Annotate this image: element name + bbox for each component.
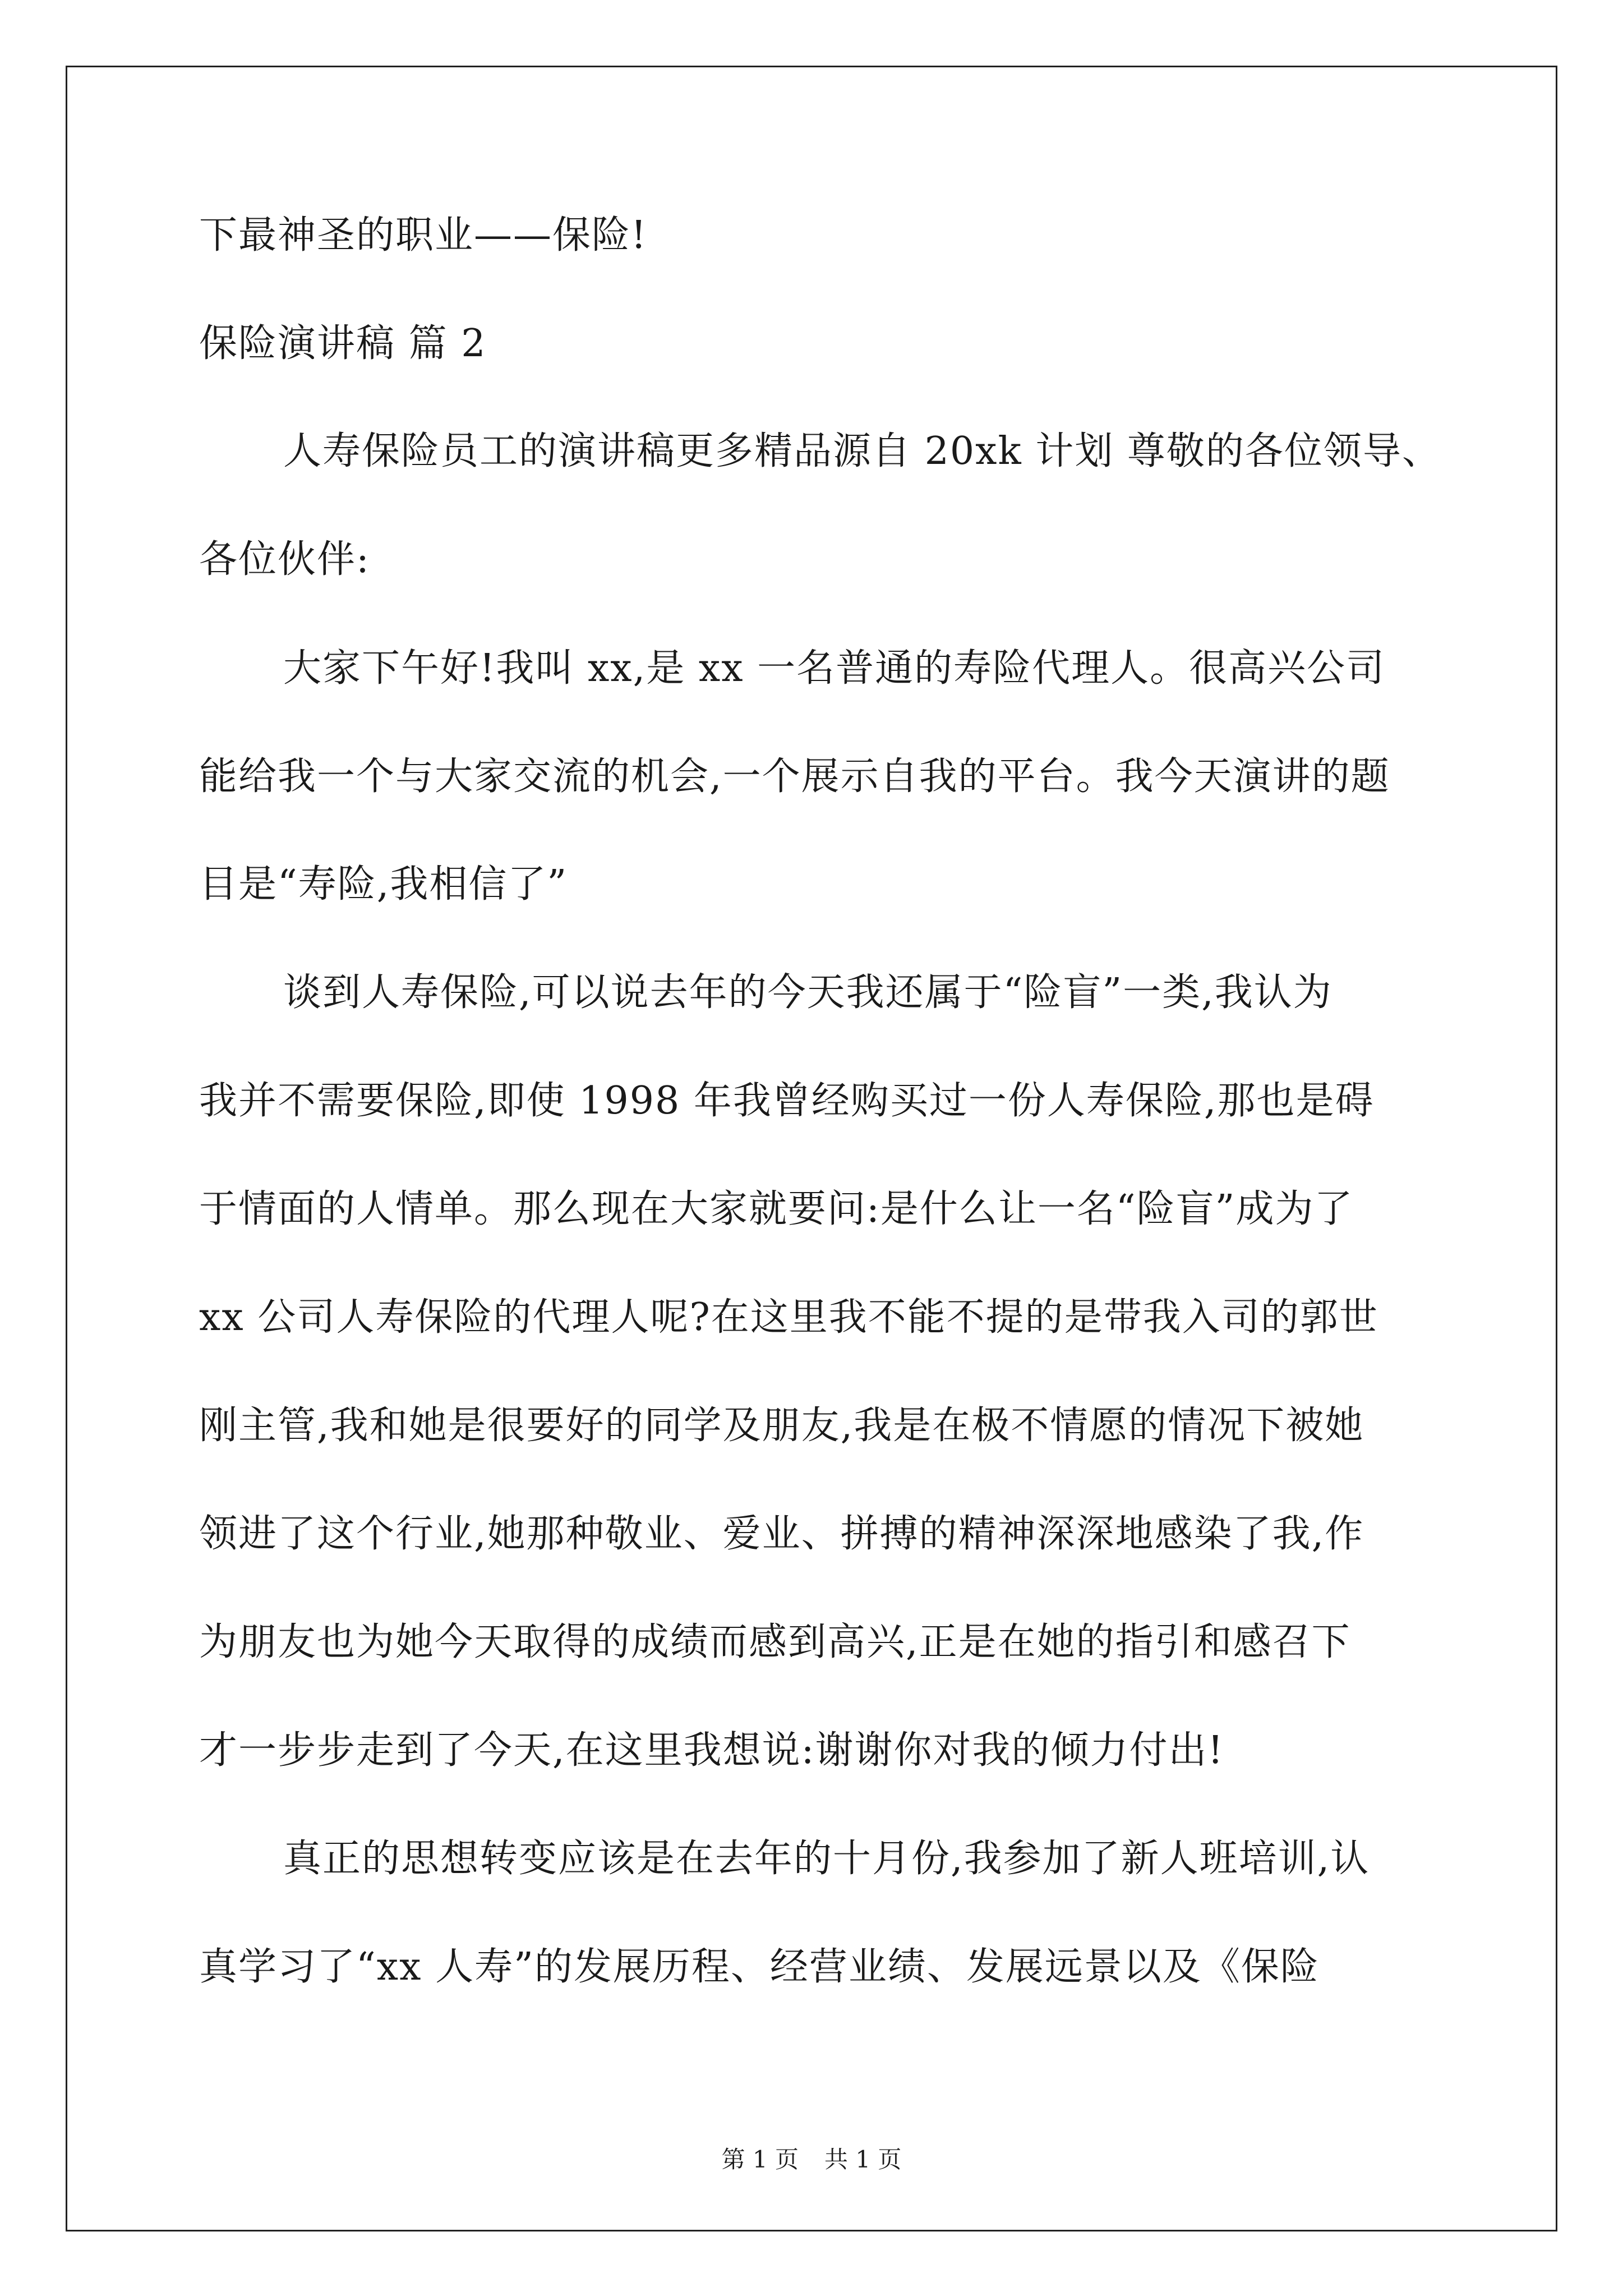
- paragraph-start: 人寿保险员工的演讲稿更多精品源自 20xk 计划 尊敬的各位领导、: [283, 429, 1441, 473]
- page-footer: [0, 2146, 1623, 2174]
- text-line: 下最神圣的职业——保险!: [199, 213, 648, 257]
- page-total: 共 1 页: [824, 2146, 902, 2173]
- paragraph-start: 真正的思想转变应该是在去年的十月份,我参加了新人班培训,认: [283, 1837, 1370, 1881]
- text-line: 为朋友也为她今天取得的成绩而感到高兴,正是在她的指引和感召下: [199, 1620, 1351, 1664]
- text-line: 能给我一个与大家交流的机会,一个展示自我的平台。我今天演讲的题: [199, 754, 1390, 799]
- text-line: xx 公司人寿保险的代理人呢?在这里我不能不提的是带我入司的郭世: [199, 1295, 1378, 1340]
- text-line: 才一步步走到了今天,在这里我想说:谢谢你对我的倾力付出!: [199, 1728, 1224, 1773]
- text-line: 领进了这个行业,她那种敬业、爱业、拼搏的精神深深地感染了我,作: [199, 1512, 1364, 1556]
- text-line: 刚主管,我和她是很要好的同学及朋友,我是在极不情愿的情况下被她: [199, 1404, 1364, 1448]
- page-border: [66, 66, 1557, 2231]
- paragraph-start: 谈到人寿保险,可以说去年的今天我还属于“险盲”一类,我认为: [283, 970, 1332, 1015]
- text-line: 各位伙伴:: [199, 537, 370, 582]
- text-line: 于情面的人情单。那么现在大家就要问:是什么让一名“险盲”成为了: [199, 1187, 1354, 1231]
- section-heading: 保险演讲稿 篇 2: [199, 321, 487, 366]
- text-line: 我并不需要保险,即使 1998 年我曾经购买过一份人寿保险,那也是碍: [199, 1079, 1375, 1123]
- paragraph-start: 大家下午好!我叫 xx,是 xx 一名普通的寿险代理人。很高兴公司: [283, 646, 1386, 691]
- text-line: 目是“寿险,我相信了”: [199, 862, 568, 907]
- page-number: 第 1 页: [721, 2146, 799, 2173]
- text-line: 真学习了“xx 人寿”的发展历程、经营业绩、发展远景以及《保险: [199, 1945, 1320, 1989]
